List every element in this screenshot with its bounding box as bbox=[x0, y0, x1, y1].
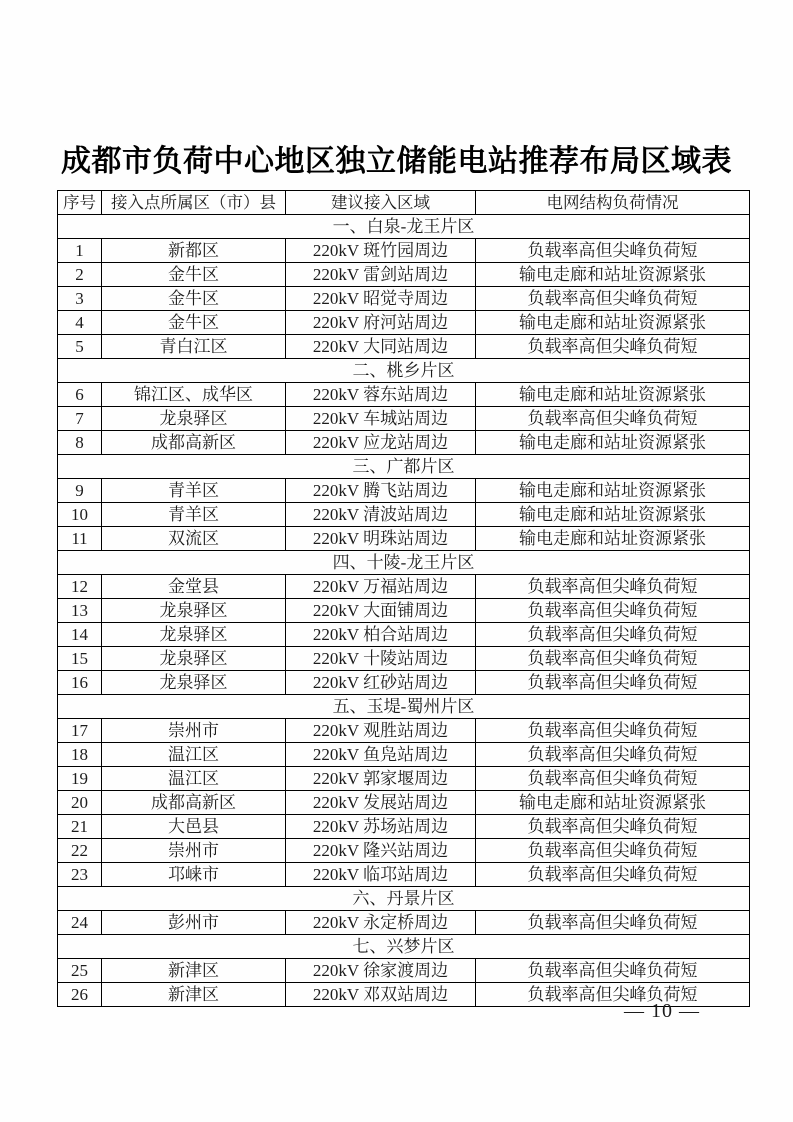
cell-load: 负载率高但尖峰负荷短 bbox=[476, 599, 750, 623]
section-header-row bbox=[58, 695, 750, 719]
section-header-row bbox=[58, 551, 750, 575]
cell-serial: 15 bbox=[58, 647, 102, 671]
cell-district: 崇州市 bbox=[102, 719, 286, 743]
cell-district: 双流区 bbox=[102, 527, 286, 551]
cell-area: 220kV 永定桥周边 bbox=[286, 911, 476, 935]
cell-area: 220kV 观胜站周边 bbox=[286, 719, 476, 743]
section-header-row bbox=[58, 359, 750, 383]
cell-area: 220kV 蓉东站周边 bbox=[286, 383, 476, 407]
cell-serial: 6 bbox=[58, 383, 102, 407]
cell-load: 输电走廊和站址资源紧张 bbox=[476, 311, 750, 335]
page-number: — 10 — bbox=[624, 1000, 700, 1022]
cell-load: 输电走廊和站址资源紧张 bbox=[476, 263, 750, 287]
cell-district: 成都高新区 bbox=[102, 791, 286, 815]
section-title: 二、桃乡片区 bbox=[58, 359, 750, 383]
table-row bbox=[58, 287, 750, 311]
section-title: 六、丹景片区 bbox=[58, 887, 750, 911]
cell-district: 龙泉驿区 bbox=[102, 407, 286, 431]
table-row bbox=[58, 623, 750, 647]
cell-serial: 26 bbox=[58, 983, 102, 1007]
table-row bbox=[58, 647, 750, 671]
cell-area: 220kV 徐家渡周边 bbox=[286, 959, 476, 983]
cell-area: 220kV 隆兴站周边 bbox=[286, 839, 476, 863]
table-row bbox=[58, 959, 750, 983]
table-row bbox=[58, 239, 750, 263]
cell-district: 龙泉驿区 bbox=[102, 623, 286, 647]
cell-load: 负载率高但尖峰负荷短 bbox=[476, 911, 750, 935]
cell-area: 220kV 柏合站周边 bbox=[286, 623, 476, 647]
page-title: 成都市负荷中心地区独立储能电站推荐布局区域表 bbox=[61, 145, 732, 178]
cell-serial: 7 bbox=[58, 407, 102, 431]
section-title: 四、十陵-龙王片区 bbox=[58, 551, 750, 575]
cell-district: 龙泉驿区 bbox=[102, 599, 286, 623]
cell-serial: 5 bbox=[58, 335, 102, 359]
table-row bbox=[58, 863, 750, 887]
cell-load: 负载率高但尖峰负荷短 bbox=[476, 767, 750, 791]
cell-district: 大邑县 bbox=[102, 815, 286, 839]
table-row bbox=[58, 911, 750, 935]
cell-area: 220kV 昭觉寺周边 bbox=[286, 287, 476, 311]
cell-district: 成都高新区 bbox=[102, 431, 286, 455]
cell-load: 负载率高但尖峰负荷短 bbox=[476, 239, 750, 263]
cell-load: 负载率高但尖峰负荷短 bbox=[476, 647, 750, 671]
cell-load: 负载率高但尖峰负荷短 bbox=[476, 743, 750, 767]
cell-load: 输电走廊和站址资源紧张 bbox=[476, 383, 750, 407]
cell-load: 负载率高但尖峰负荷短 bbox=[476, 575, 750, 599]
cell-district: 崇州市 bbox=[102, 839, 286, 863]
table-row bbox=[58, 791, 750, 815]
cell-load: 负载率高但尖峰负荷短 bbox=[476, 719, 750, 743]
table-row bbox=[58, 719, 750, 743]
cell-area: 220kV 府河站周边 bbox=[286, 311, 476, 335]
cell-area: 220kV 鱼凫站周边 bbox=[286, 743, 476, 767]
section-title: 七、兴梦片区 bbox=[58, 935, 750, 959]
table-row bbox=[58, 407, 750, 431]
cell-load: 负载率高但尖峰负荷短 bbox=[476, 623, 750, 647]
cell-load: 负载率高但尖峰负荷短 bbox=[476, 959, 750, 983]
cell-area: 220kV 苏场站周边 bbox=[286, 815, 476, 839]
cell-district: 邛崃市 bbox=[102, 863, 286, 887]
cell-load: 负载率高但尖峰负荷短 bbox=[476, 287, 750, 311]
table-row bbox=[58, 575, 750, 599]
cell-district: 龙泉驿区 bbox=[102, 671, 286, 695]
cell-serial: 14 bbox=[58, 623, 102, 647]
column-header-area: 建议接入区域 bbox=[286, 191, 476, 215]
column-header-district: 接入点所属区（市）县 bbox=[102, 191, 286, 215]
cell-district: 温江区 bbox=[102, 767, 286, 791]
cell-district: 青羊区 bbox=[102, 503, 286, 527]
cell-serial: 9 bbox=[58, 479, 102, 503]
cell-district: 青羊区 bbox=[102, 479, 286, 503]
cell-serial: 19 bbox=[58, 767, 102, 791]
table-header-row bbox=[58, 191, 750, 215]
cell-load: 输电走廊和站址资源紧张 bbox=[476, 791, 750, 815]
cell-district: 龙泉驿区 bbox=[102, 647, 286, 671]
cell-area: 220kV 清波站周边 bbox=[286, 503, 476, 527]
cell-district: 金牛区 bbox=[102, 263, 286, 287]
cell-load: 负载率高但尖峰负荷短 bbox=[476, 671, 750, 695]
cell-area: 220kV 应龙站周边 bbox=[286, 431, 476, 455]
cell-district: 金牛区 bbox=[102, 287, 286, 311]
cell-serial: 11 bbox=[58, 527, 102, 551]
table-row bbox=[58, 767, 750, 791]
cell-serial: 10 bbox=[58, 503, 102, 527]
table-row bbox=[58, 431, 750, 455]
cell-area: 220kV 十陵站周边 bbox=[286, 647, 476, 671]
table-row bbox=[58, 743, 750, 767]
cell-district: 新津区 bbox=[102, 983, 286, 1007]
table-row bbox=[58, 503, 750, 527]
cell-serial: 20 bbox=[58, 791, 102, 815]
table-row bbox=[58, 527, 750, 551]
cell-area: 220kV 郭家堰周边 bbox=[286, 767, 476, 791]
section-title: 三、广都片区 bbox=[58, 455, 750, 479]
cell-district: 锦江区、成华区 bbox=[102, 383, 286, 407]
section-title: 五、玉堤-蜀州片区 bbox=[58, 695, 750, 719]
table-row bbox=[58, 479, 750, 503]
column-header-load: 电网结构负荷情况 bbox=[476, 191, 750, 215]
section-title: 一、白泉-龙王片区 bbox=[58, 215, 750, 239]
cell-load: 输电走廊和站址资源紧张 bbox=[476, 479, 750, 503]
table-row bbox=[58, 815, 750, 839]
cell-load: 负载率高但尖峰负荷短 bbox=[476, 815, 750, 839]
cell-load: 负载率高但尖峰负荷短 bbox=[476, 983, 750, 1007]
cell-serial: 12 bbox=[58, 575, 102, 599]
cell-serial: 21 bbox=[58, 815, 102, 839]
cell-serial: 3 bbox=[58, 287, 102, 311]
cell-load: 输电走廊和站址资源紧张 bbox=[476, 431, 750, 455]
cell-serial: 25 bbox=[58, 959, 102, 983]
cell-load: 负载率高但尖峰负荷短 bbox=[476, 335, 750, 359]
cell-district: 金堂县 bbox=[102, 575, 286, 599]
cell-area: 220kV 车城站周边 bbox=[286, 407, 476, 431]
table-row bbox=[58, 263, 750, 287]
cell-area: 220kV 临邛站周边 bbox=[286, 863, 476, 887]
section-header-row bbox=[58, 215, 750, 239]
cell-area: 220kV 万福站周边 bbox=[286, 575, 476, 599]
cell-serial: 22 bbox=[58, 839, 102, 863]
cell-serial: 23 bbox=[58, 863, 102, 887]
cell-serial: 2 bbox=[58, 263, 102, 287]
cell-area: 220kV 红砂站周边 bbox=[286, 671, 476, 695]
cell-serial: 17 bbox=[58, 719, 102, 743]
cell-area: 220kV 雷剑站周边 bbox=[286, 263, 476, 287]
cell-area: 220kV 大同站周边 bbox=[286, 335, 476, 359]
cell-load: 输电走廊和站址资源紧张 bbox=[476, 503, 750, 527]
cell-load: 负载率高但尖峰负荷短 bbox=[476, 839, 750, 863]
cell-serial: 4 bbox=[58, 311, 102, 335]
cell-area: 220kV 邓双站周边 bbox=[286, 983, 476, 1007]
cell-area: 220kV 大面铺周边 bbox=[286, 599, 476, 623]
table-row bbox=[58, 671, 750, 695]
cell-load: 输电走廊和站址资源紧张 bbox=[476, 527, 750, 551]
cell-district: 新都区 bbox=[102, 239, 286, 263]
table-row bbox=[58, 383, 750, 407]
cell-area: 220kV 明珠站周边 bbox=[286, 527, 476, 551]
cell-district: 新津区 bbox=[102, 959, 286, 983]
cell-serial: 13 bbox=[58, 599, 102, 623]
section-header-row bbox=[58, 935, 750, 959]
cell-area: 220kV 发展站周边 bbox=[286, 791, 476, 815]
table-row bbox=[58, 599, 750, 623]
storage-station-table bbox=[57, 190, 750, 1007]
cell-serial: 24 bbox=[58, 911, 102, 935]
cell-load: 负载率高但尖峰负荷短 bbox=[476, 863, 750, 887]
cell-district: 青白江区 bbox=[102, 335, 286, 359]
table-row bbox=[58, 311, 750, 335]
section-header-row bbox=[58, 455, 750, 479]
table-row bbox=[58, 335, 750, 359]
cell-district: 金牛区 bbox=[102, 311, 286, 335]
cell-serial: 16 bbox=[58, 671, 102, 695]
column-header-serial: 序号 bbox=[58, 191, 102, 215]
cell-serial: 1 bbox=[58, 239, 102, 263]
cell-load: 负载率高但尖峰负荷短 bbox=[476, 407, 750, 431]
cell-area: 220kV 腾飞站周边 bbox=[286, 479, 476, 503]
cell-area: 220kV 斑竹园周边 bbox=[286, 239, 476, 263]
cell-serial: 8 bbox=[58, 431, 102, 455]
table-row bbox=[58, 839, 750, 863]
cell-serial: 18 bbox=[58, 743, 102, 767]
cell-district: 彭州市 bbox=[102, 911, 286, 935]
cell-district: 温江区 bbox=[102, 743, 286, 767]
section-header-row bbox=[58, 887, 750, 911]
